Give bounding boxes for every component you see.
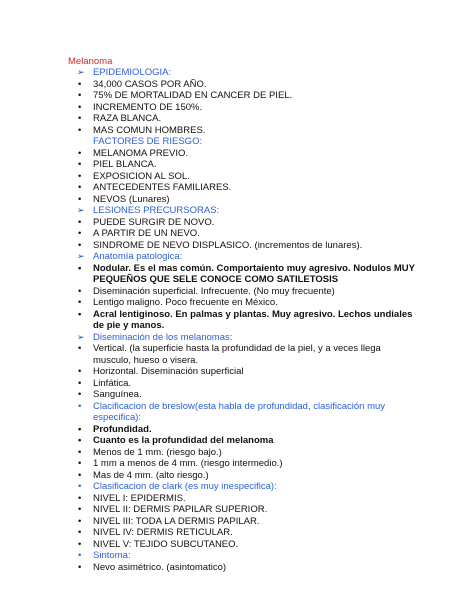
dot-bullet-icon: •	[78, 515, 82, 527]
dot-bullet-icon: •	[78, 343, 82, 354]
list-item	[0, 562, 474, 574]
list-item-text: Sintoma:	[93, 550, 131, 561]
list-item-text: Nevo asimétrico. (asintomatico)	[93, 561, 227, 573]
list-item-text: PIEL BLANCA.	[93, 159, 157, 170]
list-item-text: MELANOMA PREVIO.	[93, 147, 189, 159]
dot-bullet-icon: •	[78, 389, 82, 400]
list-item-text: MAS COMUN HOMBRES.	[93, 124, 206, 136]
list-item-text: LESIONES PRECURSORAS:	[93, 205, 220, 216]
dot-bullet-icon: •	[78, 239, 82, 251]
dot-bullet-icon: •	[78, 113, 82, 124]
list-item	[0, 424, 474, 436]
dot-bullet-icon: •	[78, 90, 82, 101]
list-item-text: NIVEL I: EPIDERMIS.	[93, 492, 186, 504]
list-item	[0, 102, 474, 114]
dot-bullet-icon: •	[78, 469, 82, 481]
bullet-list	[0, 67, 474, 573]
dot-bullet-icon: •	[78, 159, 82, 170]
dot-bullet-icon: •	[78, 435, 82, 446]
dot-bullet-icon: •	[78, 101, 82, 113]
dot-bullet-icon: •	[78, 458, 82, 469]
list-item	[0, 493, 474, 505]
list-item-text: EXPOSICION AL SOL.	[93, 170, 190, 182]
list-item-text: RAZA BLANCA.	[93, 113, 162, 124]
list-item-text: NIVEL IV: DERMIS RETICULAR.	[93, 527, 233, 538]
dot-bullet-icon: •	[78, 124, 82, 136]
list-item	[0, 182, 474, 194]
list-item	[0, 504, 474, 516]
list-item	[0, 481, 474, 493]
dot-bullet-icon: •	[78, 377, 82, 389]
list-item	[0, 171, 474, 183]
list-item-text: 1 mm a menos de 4 mm. (riesgo intermedio.)	[93, 458, 283, 469]
list-item-text: FACTORES DE RIESGO:	[93, 136, 203, 147]
dot-bullet-icon: •	[78, 550, 82, 561]
dot-bullet-icon: •	[78, 216, 82, 228]
list-item	[0, 447, 474, 459]
list-item-text: NIVEL V: TEJIDO SUBCUTANEO.	[93, 538, 239, 550]
list-item-text: 75% DE MORTALIDAD EN CANCER DE PIEL.	[93, 90, 293, 101]
dot-bullet-icon: •	[78, 366, 82, 377]
list-item	[0, 136, 474, 148]
list-item-text: Clacificacion de breslow(esta habla de profundidad, clasificación muy especifica):	[93, 400, 386, 423]
list-item-text: INCREMENTO DE 150%.	[93, 101, 203, 113]
dot-bullet-icon: •	[78, 400, 82, 412]
dot-bullet-icon: •	[78, 504, 82, 515]
list-item-text: Acral lentiginoso. En palmas y plantas. Muy agresivo. Lechos undiales de pie y manos.	[93, 308, 413, 331]
list-item-text: Mas de 4 mm. (alto riesgo.)	[93, 469, 209, 481]
dot-bullet-icon: •	[78, 182, 82, 193]
list-item-text: Sanguínea.	[93, 389, 142, 400]
dot-bullet-icon: •	[78, 561, 82, 573]
dot-bullet-icon: •	[78, 423, 82, 435]
dot-bullet-icon: •	[78, 527, 82, 538]
list-item-text: Clasificacion de clark (es muy inespecifica):	[93, 481, 277, 492]
dot-bullet-icon: •	[78, 446, 82, 458]
list-item	[0, 458, 474, 470]
list-item-text: 34,000 CASOS POR AÑO.	[93, 78, 207, 90]
list-item	[0, 527, 474, 539]
dot-bullet-icon: •	[78, 297, 82, 308]
list-item	[0, 539, 474, 551]
dot-bullet-icon: •	[78, 147, 82, 159]
list-item-text: SINDROME DE NEVO DISPLASICO. (incrementos de lunares).	[93, 239, 363, 251]
list-item-text: Anatomía patologica:	[93, 251, 183, 262]
list-item	[0, 332, 474, 344]
list-item	[0, 148, 474, 160]
list-item	[0, 113, 474, 125]
list-item	[0, 205, 474, 217]
dot-bullet-icon: •	[78, 492, 82, 504]
list-item-text: Diseminación de los melanomas:	[93, 331, 233, 343]
arrow-bullet-icon: ➢	[77, 205, 85, 215]
arrow-bullet-icon: ➢	[77, 251, 85, 261]
list-item-text: Diseminación superficial. Infrecuente. (No muy frecuente)	[93, 285, 335, 297]
list-item	[0, 470, 474, 482]
dot-bullet-icon: •	[78, 308, 82, 320]
list-item-text: NIVEL II: DERMIS PAPILAR SUPERIOR.	[93, 504, 268, 515]
list-item	[0, 401, 474, 424]
list-item	[0, 240, 474, 252]
list-item-text: PUEDE SURGIR DE NOVO.	[93, 216, 215, 228]
list-item	[0, 550, 474, 562]
list-item	[0, 228, 474, 240]
list-item	[0, 79, 474, 91]
list-item-text: Nodular. Es el mas común. Comportaiento muy agresivo. Nodulos MUY PEQUEÑOS QUE SELE CONOCE COMO SATILETOSIS	[93, 262, 415, 285]
dot-bullet-icon: •	[78, 193, 82, 205]
list-item	[0, 366, 474, 378]
list-item-text: Cuanto es la profundidad del melanoma	[93, 435, 274, 446]
list-item-text: NIVEL III: TODA LA DERMIS PAPILAR.	[93, 515, 260, 527]
list-item	[0, 263, 474, 286]
list-item	[0, 286, 474, 298]
list-item	[0, 67, 474, 79]
list-item-text: Horizontal. Diseminación superficial	[93, 366, 244, 377]
list-item	[0, 194, 474, 206]
list-item	[0, 90, 474, 102]
dot-bullet-icon: •	[78, 228, 82, 239]
dot-bullet-icon: •	[78, 262, 82, 274]
list-item	[0, 389, 474, 401]
list-item	[0, 217, 474, 229]
list-item-text: EPIDEMIOLOGIA:	[93, 67, 172, 78]
list-item-text: Lentigo maligno. Poco frecuente en México.	[93, 297, 278, 308]
list-item-text: Menos de 1 mm. (riesgo bajo.)	[93, 446, 222, 458]
arrow-bullet-icon: ➢	[77, 331, 85, 342]
dot-bullet-icon: •	[78, 538, 82, 550]
list-item	[0, 343, 474, 366]
list-item-text: A PARTIR DE UN NEVO.	[93, 228, 200, 239]
dot-bullet-icon: •	[78, 170, 82, 182]
list-item	[0, 297, 474, 309]
list-item-text: Profundidad.	[93, 423, 152, 435]
dot-bullet-icon: •	[78, 481, 82, 492]
dot-bullet-icon: •	[78, 78, 82, 90]
list-item	[0, 309, 474, 332]
list-item	[0, 125, 474, 137]
list-item-text: ANTECEDENTES FAMILIARES.	[93, 182, 232, 193]
list-item-text: NEVOS (Lunares)	[93, 193, 170, 205]
list-item	[0, 159, 474, 171]
list-item-text: Linfática.	[93, 377, 132, 389]
list-item-text: Vertical. (la superficie hasta la profundidad de la piel, y a veces llega musculo, hueso o visera.	[93, 343, 381, 366]
list-item	[0, 251, 474, 263]
document-title: Melanoma	[68, 56, 113, 67]
list-item	[0, 435, 474, 447]
dot-bullet-icon: •	[78, 285, 82, 297]
list-item	[0, 378, 474, 390]
list-item	[0, 516, 474, 528]
arrow-bullet-icon: ➢	[77, 67, 85, 77]
